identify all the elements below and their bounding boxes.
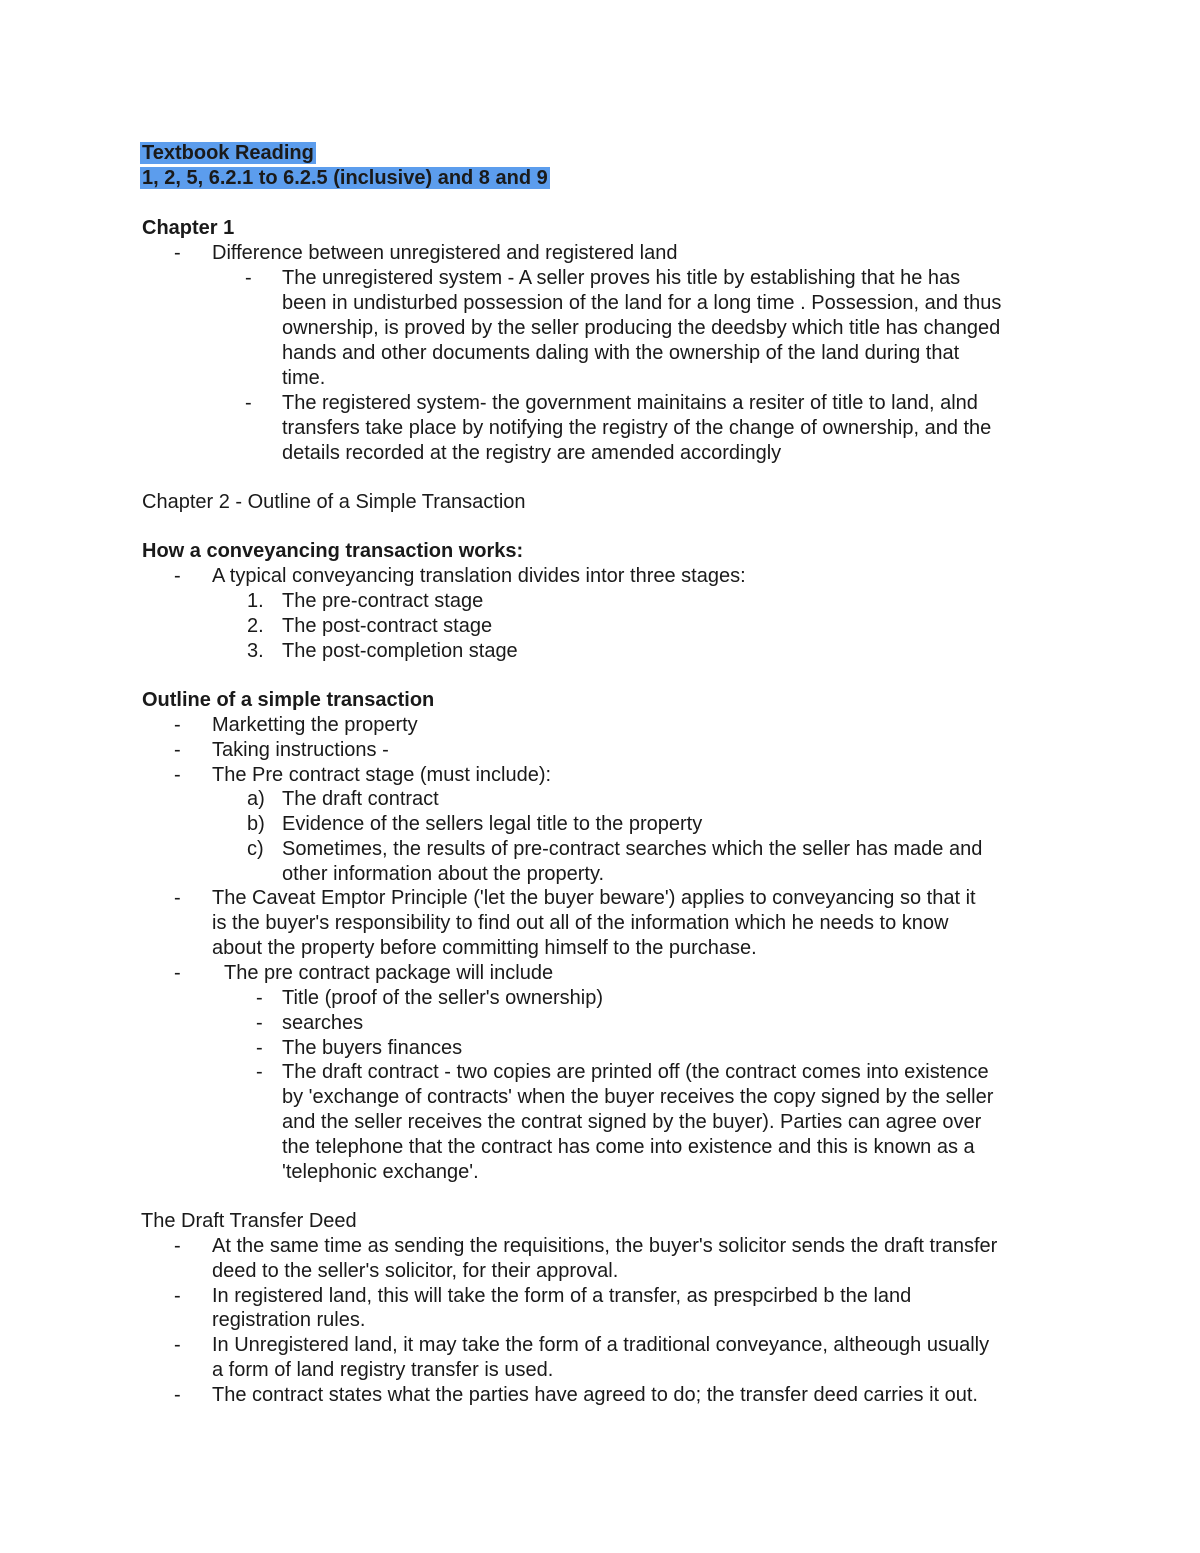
list-item-text: ownership, is proved by the seller producing the deedsby which title has changed bbox=[282, 317, 1001, 339]
dash-marker: - bbox=[174, 887, 181, 909]
list-item-text: been in undisturbed possession of the land for a long time . Possession, and thus bbox=[282, 292, 1002, 314]
list-item-text: The post-completion stage bbox=[282, 640, 518, 662]
list-item-text: Difference between unregistered and registered land bbox=[212, 242, 678, 264]
list-item-text: hands and other documents daling with the ownership of the land during that bbox=[282, 342, 960, 364]
list-item-text: a form of land registry transfer is used. bbox=[212, 1359, 554, 1381]
list-item-text: Taking instructions - bbox=[212, 739, 389, 761]
dash-marker: - bbox=[174, 962, 181, 984]
list-item-text: by 'exchange of contracts' when the buyer receives the copy signed by the seller bbox=[282, 1086, 994, 1108]
list-item-text: Evidence of the sellers legal title to the property bbox=[282, 813, 703, 835]
dash-marker: - bbox=[256, 987, 263, 1009]
list-item-text: The pre-contract stage bbox=[282, 590, 484, 612]
list-item-text: In Unregistered land, it may take the form of a traditional conveyance, altheough usually bbox=[212, 1334, 990, 1356]
list-item-text: Title (proof of the seller's ownership) bbox=[282, 987, 603, 1009]
dash-marker: - bbox=[256, 1037, 263, 1059]
list-item-text: is the buyer's responsibility to find out all of the information which he needs to know bbox=[212, 912, 949, 934]
list-item-text: Marketting the property bbox=[212, 714, 418, 736]
number-marker: 1. bbox=[247, 590, 264, 612]
dash-marker: - bbox=[174, 242, 181, 264]
number-marker: 3. bbox=[247, 640, 264, 662]
dash-marker: - bbox=[174, 1384, 181, 1406]
dash-marker: - bbox=[174, 1235, 181, 1257]
list-item-text: The unregistered system - A seller proves his title by establishing that he has bbox=[282, 267, 961, 289]
dash-marker: - bbox=[174, 764, 181, 786]
list-item-text: The draft contract bbox=[282, 788, 439, 810]
transfer-heading: The Draft Transfer Deed bbox=[141, 1210, 357, 1232]
list-item-text: deed to the seller's solicitor, for their approval. bbox=[212, 1260, 619, 1282]
list-item-text: The registered system- the government mainitains a resiter of title to land, alnd bbox=[282, 392, 978, 414]
outline-heading: Outline of a simple transaction bbox=[142, 689, 435, 711]
dash-marker: - bbox=[174, 739, 181, 761]
list-item-text: registration rules. bbox=[212, 1309, 366, 1331]
list-item-text: The buyers finances bbox=[282, 1037, 463, 1059]
list-item-text: details recorded at the registry are amended accordingly bbox=[282, 442, 782, 464]
chapter1-heading: Chapter 1 bbox=[142, 217, 235, 239]
dash-marker: - bbox=[174, 565, 181, 587]
letter-marker: a) bbox=[247, 788, 265, 810]
document-title bbox=[140, 141, 316, 166]
list-item-text: other information about the property. bbox=[282, 863, 605, 885]
list-item-text: about the property before committing himself to the purchase. bbox=[212, 937, 757, 959]
letter-marker: c) bbox=[247, 838, 264, 860]
list-item-text: and the seller receives the contrat signed by the buyer). Parties can agree over bbox=[282, 1111, 982, 1133]
reading-list-highlight: 1, 2, 5, 6.2.1 to 6.2.5 (inclusive) and 8 and 9 bbox=[142, 167, 548, 189]
dash-marker: - bbox=[174, 1285, 181, 1307]
dash-marker: - bbox=[256, 1012, 263, 1034]
list-item-text: At the same time as sending the requisitions, the buyer's solicitor sends the draft transfer bbox=[212, 1235, 998, 1257]
conveyancing-heading: How a conveyancing transaction works: bbox=[142, 540, 524, 562]
list-item-text: time. bbox=[282, 367, 326, 389]
dash-marker: - bbox=[174, 714, 181, 736]
dash-marker: - bbox=[256, 1061, 263, 1083]
chapter2-heading: Chapter 2 - Outline of a Simple Transaction bbox=[142, 491, 526, 513]
list-item-text: searches bbox=[282, 1012, 364, 1034]
list-item-text: Sometimes, the results of pre-contract searches which the seller has made and bbox=[282, 838, 983, 860]
list-item-text: 'telephonic exchange'. bbox=[282, 1161, 479, 1183]
list-item-text: The Caveat Emptor Principle ('let the buyer beware') applies to conveyancing so that it bbox=[212, 887, 976, 909]
letter-marker: b) bbox=[247, 813, 265, 835]
list-item-text: In registered land, this will take the form of a transfer, as prespcirbed b the land bbox=[212, 1285, 912, 1307]
list-item-text: the telephone that the contract has come into existence and this is known as a bbox=[282, 1136, 975, 1158]
list-item-text: The draft contract - two copies are printed off (the contract comes into existence bbox=[282, 1061, 989, 1083]
number-marker: 2. bbox=[247, 615, 264, 637]
dash-marker: - bbox=[245, 267, 252, 289]
reading-list bbox=[140, 166, 550, 191]
list-item-text: transfers take place by notifying the registry of the change of ownership, and the bbox=[282, 417, 992, 439]
list-item-text: The pre contract package will include bbox=[224, 962, 554, 984]
dash-marker: - bbox=[245, 392, 252, 414]
list-item-text: A typical conveyancing translation divides intor three stages: bbox=[212, 565, 746, 587]
list-item-text: The post-contract stage bbox=[282, 615, 493, 637]
title-highlight: Textbook Reading bbox=[142, 142, 314, 164]
list-item-text: The Pre contract stage (must include): bbox=[212, 764, 552, 786]
dash-marker: - bbox=[174, 1334, 181, 1356]
list-item-text: The contract states what the parties have agreed to do; the transfer deed carries it out. bbox=[212, 1384, 978, 1406]
